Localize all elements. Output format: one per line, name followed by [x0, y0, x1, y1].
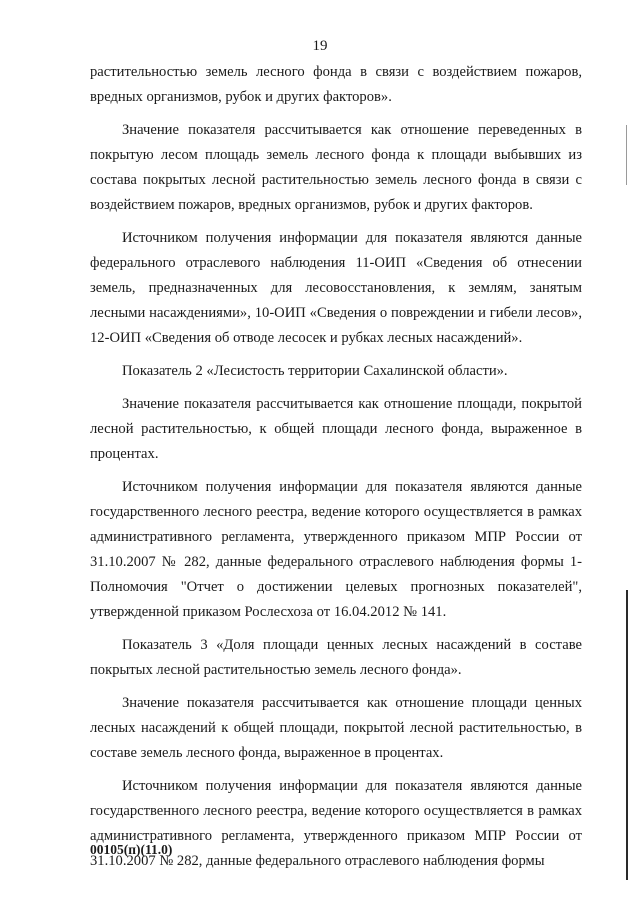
paragraph: Показатель 3 «Доля площади ценных лесных насаждений в составе покрытых лесной растительностью земель лесного фонда». [90, 637, 582, 678]
paragraph: Источником получения информации для показателя являются данные государственного лесного реестра, ведение которого осуществляется в рамках административного регламента, утвержденного приказом МПР России от 31.10.2007 № 282, данные федерального отраслевого наблюдения формы 1-Полномочия "Отчет о достижении целевых прогнозных показателей", утвержденной приказом Рослесхоза от 16.04.2012 № 141. [90, 479, 582, 620]
scan-edge-mark [626, 125, 627, 185]
paragraph: Показатель 2 «Лесистость территории Сахалинской области». [122, 363, 508, 379]
paragraph: растительностью земель лесного фонда в связи с воздействием пожаров, вредных организмов, рубок и других факторов». [90, 64, 582, 105]
scan-edge-mark [626, 590, 628, 880]
paragraph: Значение показателя рассчитывается как отношение площади, покрытой лесной растительностью, к общей площади лесного фонда, выраженное в процентах. [90, 396, 582, 462]
paragraph: Значение показателя рассчитывается как отношение площади ценных лесных насаждений к общей площади, покрытой лесной растительностью, в составе земель лесного фонда, выраженное в процентах. [90, 695, 582, 761]
paragraph: Источником получения информации для показателя являются данные государственного лесного реестра, ведение которого осуществляется в рамках административного регламента, утвержденного приказом МПР России от 31.10.2007 № 282, данные федерального отраслевого наблюдения формы [90, 778, 582, 869]
paragraph: Значение показателя рассчитывается как отношение переведенных в покрытую лесом площадь земель лесного фонда к площади выбывших из состава покрытых лесной растительностью земель лесного фонда в связи с воздействием пожаров, вредных организмов, рубок и других факторов. [90, 122, 582, 213]
document-body [90, 60, 582, 882]
paragraph: Источником получения информации для показателя являются данные федерального отраслевого наблюдения 11-ОИП «Сведения об отнесении земель, предназначенных для лесовосстановления, к землям, занятым лесными насаждениями», 10-ОИП «Сведения о повреждении и гибели лесов», 12-ОИП «Сведения об отводе лесосек и рубках лесных насаждений». [90, 230, 582, 346]
footer-code: 00105(п)(11.0) [90, 842, 173, 857]
page-number: 19 [312, 38, 328, 54]
